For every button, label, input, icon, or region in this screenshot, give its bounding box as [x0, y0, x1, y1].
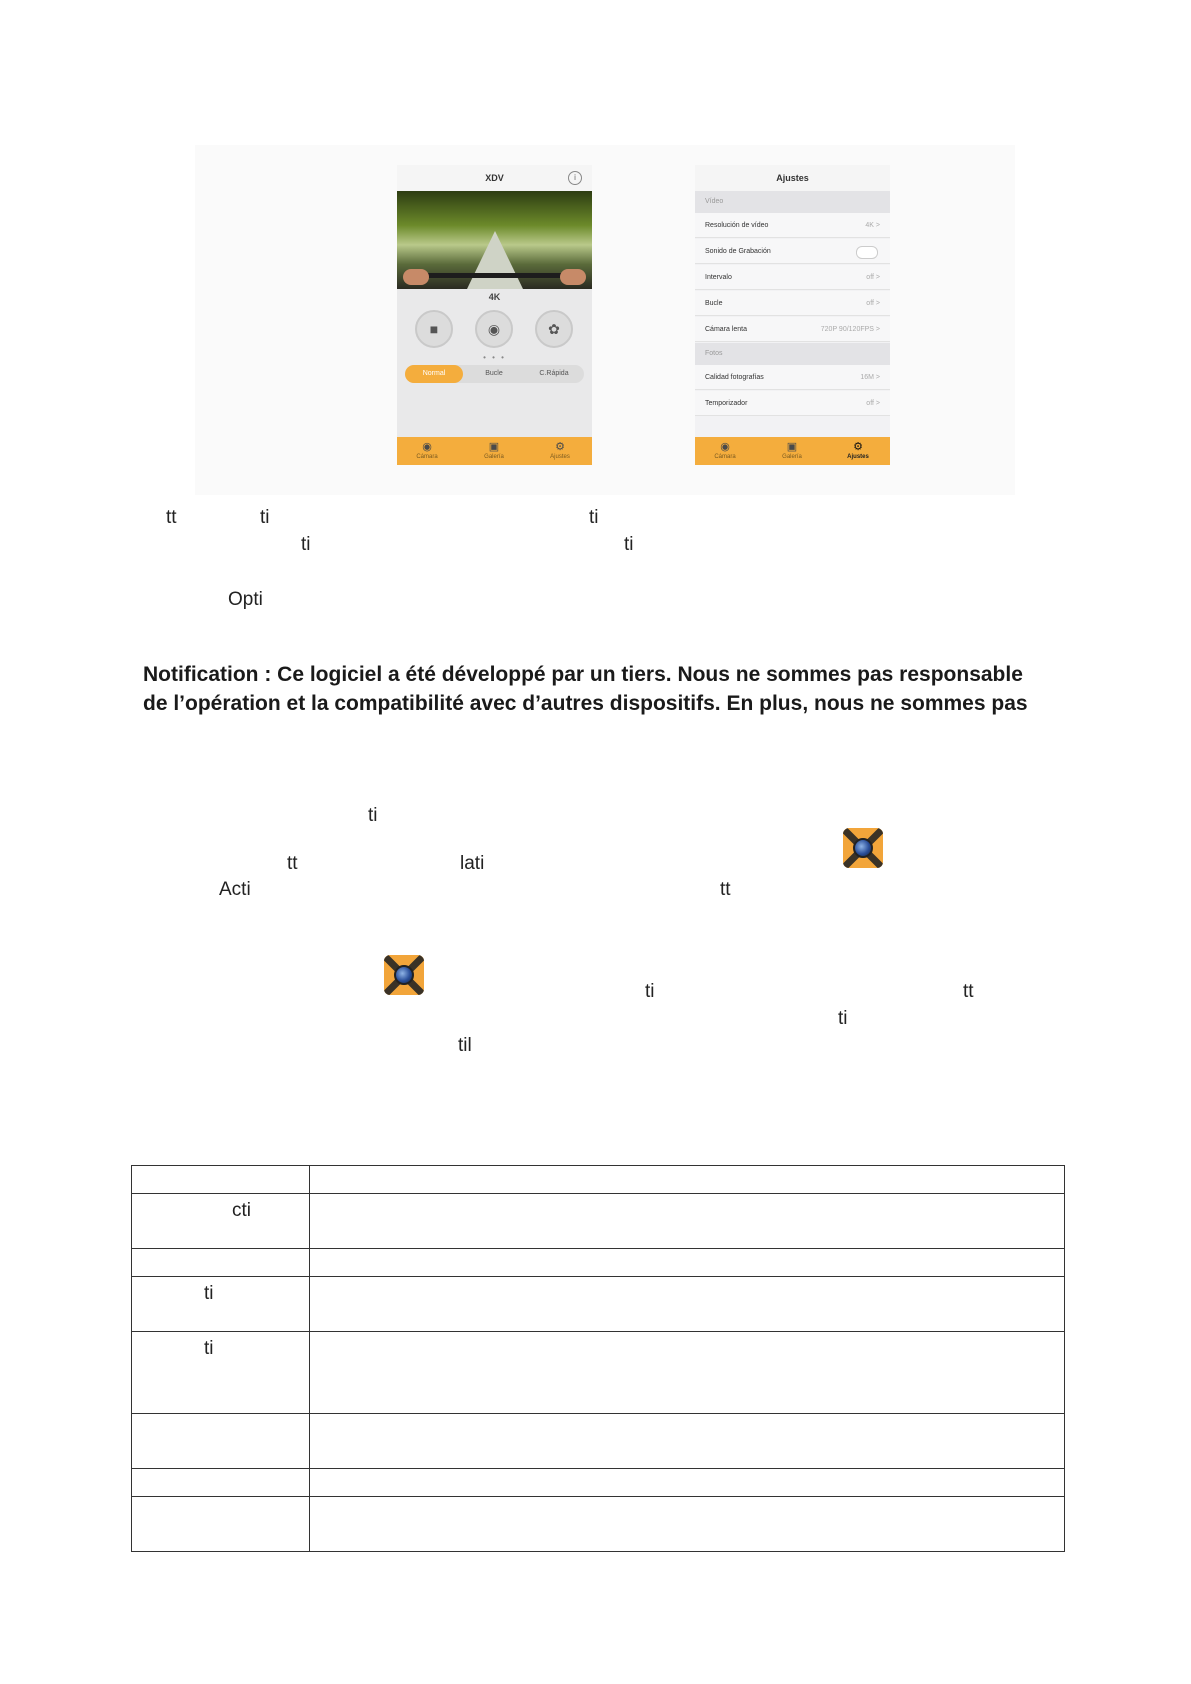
table-cell — [310, 1194, 1065, 1249]
app-icon — [384, 955, 424, 995]
setting-record-sound[interactable]: Sonido de Grabación — [695, 239, 890, 264]
mode-segmented-control[interactable] — [405, 365, 584, 383]
setting-timer[interactable]: Temporizador off > — [695, 391, 890, 416]
notification-paragraph: Notification : Ce logiciel a été développé par un tiers. Nous ne sommes pas responsable de l’opération et la compatibilité avec d’autres dispositifs. En plus, nous ne sommes pas — [143, 663, 1028, 715]
lens-icon — [394, 965, 414, 985]
camera-screen-mockup — [397, 165, 592, 465]
burst-icon: ✿ — [548, 321, 560, 337]
text-fragment: ti — [589, 507, 599, 528]
camera-screen-title: XDV — [397, 165, 592, 191]
section-video-header: Vídeo — [695, 191, 890, 213]
text-fragment: tt — [963, 981, 974, 1002]
segment-fast[interactable]: C.Rápida — [539, 370, 569, 377]
settings-screen-mockup — [695, 165, 890, 465]
settings-screen-title: Ajustes — [695, 165, 890, 191]
segment-loop[interactable]: Bucle — [485, 370, 503, 377]
table-cell — [310, 1277, 1065, 1332]
section-photos-header: Fotos — [695, 343, 890, 365]
setting-interval[interactable]: Intervalo off > — [695, 265, 890, 290]
table-cell — [132, 1249, 310, 1277]
gallery-tab-icon: ▣ — [786, 441, 798, 453]
table-row — [132, 1497, 1065, 1552]
settings-tab-bar — [695, 437, 890, 465]
setting-loop[interactable]: Bucle off > — [695, 291, 890, 316]
text-fragment: ti — [301, 534, 311, 555]
handlebar-shape — [417, 273, 572, 278]
text-fragment: ti — [645, 981, 655, 1002]
tab-settings[interactable]: ⚙ Ajustes — [540, 440, 580, 460]
table-cell — [132, 1414, 310, 1469]
table-row — [132, 1414, 1065, 1469]
gear-icon: ⚙ — [555, 441, 565, 453]
app-icon — [843, 828, 883, 868]
table-cell: ti — [132, 1332, 310, 1414]
photo-mode-button[interactable] — [475, 310, 513, 348]
table-row — [132, 1166, 1065, 1194]
table-cell — [132, 1166, 310, 1194]
text-fragment: ti — [260, 507, 270, 528]
text-fragment: lati — [460, 853, 485, 874]
text-fragment: Opti — [228, 589, 263, 610]
table-cell: ti — [132, 1277, 310, 1332]
live-preview — [397, 191, 592, 289]
resolution-label: 4K — [488, 292, 501, 302]
camera-icon: ◉ — [487, 321, 501, 337]
camera-tab-icon: ◉ — [720, 441, 730, 453]
tab-gallery[interactable]: ▣ Galería — [772, 440, 812, 460]
tab-camera[interactable]: ◉ Cámara — [705, 440, 745, 460]
text-fragment: tt — [166, 507, 177, 528]
text-fragment: ti — [838, 1008, 848, 1029]
table-row — [132, 1332, 1065, 1414]
page-dots: • • • — [483, 353, 506, 362]
tab-camera[interactable]: ◉ Cámara — [407, 440, 447, 460]
video-icon: ■ — [429, 321, 439, 337]
table-cell — [132, 1497, 310, 1552]
setting-photo-quality[interactable]: Calidad fotografías 16M > — [695, 365, 890, 390]
table-row — [132, 1469, 1065, 1497]
table-row — [132, 1277, 1065, 1332]
camera-tab-icon: ◉ — [422, 441, 432, 453]
tab-gallery[interactable]: ▣ Galería — [474, 440, 514, 460]
text-fragment: Acti — [219, 879, 251, 900]
segment-normal[interactable]: Normal — [405, 365, 463, 383]
table-cell — [132, 1469, 310, 1497]
app-screenshots-panel — [195, 145, 1015, 495]
burst-mode-button[interactable] — [535, 310, 573, 348]
info-icon[interactable]: i — [568, 171, 582, 185]
table-cell — [310, 1166, 1065, 1194]
table-cell — [310, 1414, 1065, 1469]
gear-icon: ⚙ — [853, 441, 863, 453]
text-fragment: ti — [368, 805, 378, 826]
table-row — [132, 1194, 1065, 1249]
table-cell — [310, 1497, 1065, 1552]
text-fragment: tt — [720, 879, 731, 900]
table-row — [132, 1249, 1065, 1277]
table-cell — [310, 1249, 1065, 1277]
camera-tab-bar — [397, 437, 592, 465]
video-mode-button[interactable] — [415, 310, 453, 348]
table-cell: cti — [132, 1194, 310, 1249]
tab-settings[interactable]: ⚙ Ajustes — [838, 440, 878, 460]
table-cell — [310, 1469, 1065, 1497]
table-cell — [310, 1332, 1065, 1414]
setting-slow-motion[interactable]: Cámara lenta 720P 90/120FPS > — [695, 317, 890, 342]
setting-video-resolution[interactable]: Resolución de vídeo 4K > — [695, 213, 890, 238]
right-hand-shape — [560, 269, 586, 285]
lens-icon — [853, 838, 873, 858]
left-hand-shape — [403, 269, 429, 285]
road-shape — [467, 231, 523, 289]
text-fragment: ti — [624, 534, 634, 555]
text-fragment: tt — [287, 853, 298, 874]
text-fragment: til — [458, 1035, 472, 1056]
spec-table — [131, 1165, 1065, 1552]
gallery-tab-icon: ▣ — [488, 441, 500, 453]
record-sound-toggle[interactable] — [856, 246, 878, 259]
